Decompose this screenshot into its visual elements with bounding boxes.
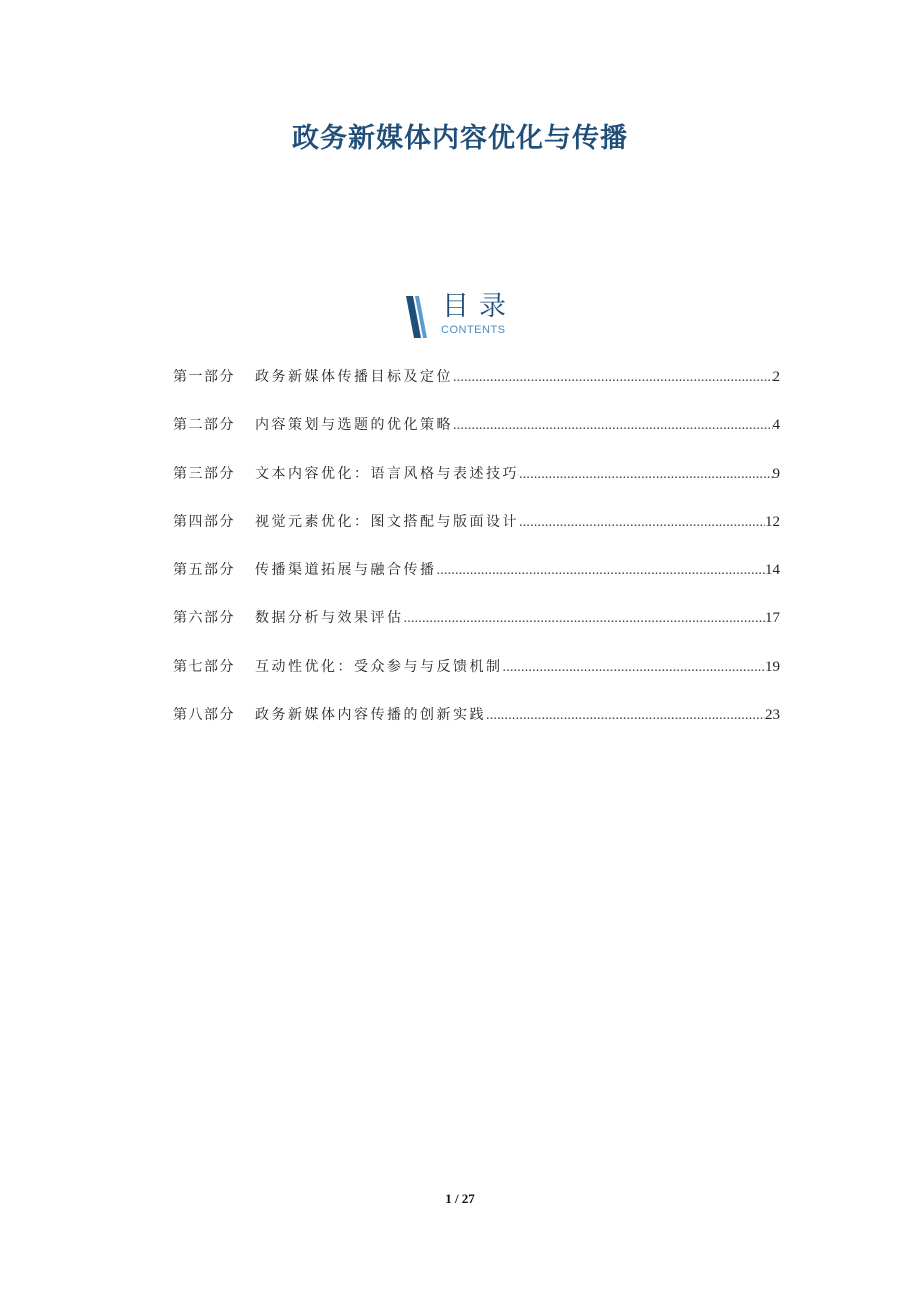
toc-entry-title: 数据分析与效果评估 bbox=[255, 610, 404, 627]
toc-part-label: 第六部分 bbox=[173, 610, 235, 627]
toc-part-label: 第七部分 bbox=[173, 658, 235, 675]
toc-entry-title: 政务新媒体内容传播的创新实践 bbox=[255, 707, 486, 724]
toc-leader-dots bbox=[437, 560, 766, 582]
toc-entry-2[interactable] bbox=[173, 414, 780, 462]
toc-entry-title: 内容策划与选题的优化策略 bbox=[255, 417, 453, 434]
toc-part-label: 第二部分 bbox=[173, 417, 235, 434]
toc-entry-title: 文本内容优化：语言风格与表述技巧 bbox=[255, 465, 519, 482]
toc-page-number: 19 bbox=[765, 658, 780, 675]
toc-entry-4[interactable] bbox=[173, 511, 780, 559]
toc-page-number: 17 bbox=[765, 610, 780, 627]
toc-part-label: 第三部分 bbox=[173, 465, 235, 482]
page-number-footer: 1 / 27 bbox=[445, 1191, 475, 1206]
toc-part-label: 第五部分 bbox=[173, 562, 235, 579]
toc-part-label: 第八部分 bbox=[173, 707, 235, 724]
toc-entry-title: 视觉元素优化：图文搭配与版面设计 bbox=[255, 513, 519, 530]
toc-page-number: 14 bbox=[765, 562, 780, 579]
toc-part-label: 第四部分 bbox=[173, 513, 235, 530]
toc-entry-7[interactable] bbox=[173, 656, 780, 704]
toc-subheading: CONTENTS bbox=[441, 324, 506, 336]
toc-entry-title: 政务新媒体传播目标及定位 bbox=[255, 369, 453, 385]
toc-leader-dots bbox=[486, 705, 765, 727]
toc-page-number: 4 bbox=[772, 417, 780, 434]
toc-part-label: 第一部分 bbox=[173, 369, 235, 385]
toc-entry-5[interactable] bbox=[173, 559, 780, 607]
toc-page-number: 12 bbox=[765, 513, 780, 530]
toc-entry-title: 传播渠道拓展与融合传播 bbox=[255, 562, 437, 579]
toc-leader-dots bbox=[453, 415, 773, 437]
toc-entry-8[interactable] bbox=[173, 704, 780, 752]
toc-leader-dots bbox=[503, 657, 766, 679]
toc-page-number: 9 bbox=[772, 465, 780, 482]
toc-heading: 目录 bbox=[442, 291, 516, 322]
document-title: 政务新媒体内容优化与传播 bbox=[292, 123, 628, 154]
toc-list bbox=[173, 366, 780, 752]
toc-leader-dots bbox=[453, 367, 773, 389]
blue-slanted-bar-logo-icon bbox=[406, 296, 428, 338]
toc-entry-title: 互动性优化：受众参与与反馈机制 bbox=[255, 658, 503, 675]
toc-entry-1[interactable] bbox=[173, 366, 780, 414]
toc-header bbox=[406, 292, 536, 342]
toc-page-number: 23 bbox=[765, 707, 780, 724]
toc-leader-dots bbox=[519, 512, 765, 534]
toc-page-number: 2 bbox=[772, 369, 780, 385]
toc-entry-6[interactable] bbox=[173, 607, 780, 655]
toc-leader-dots bbox=[519, 464, 773, 486]
toc-entry-3[interactable] bbox=[173, 463, 780, 511]
toc-leader-dots bbox=[404, 608, 766, 630]
